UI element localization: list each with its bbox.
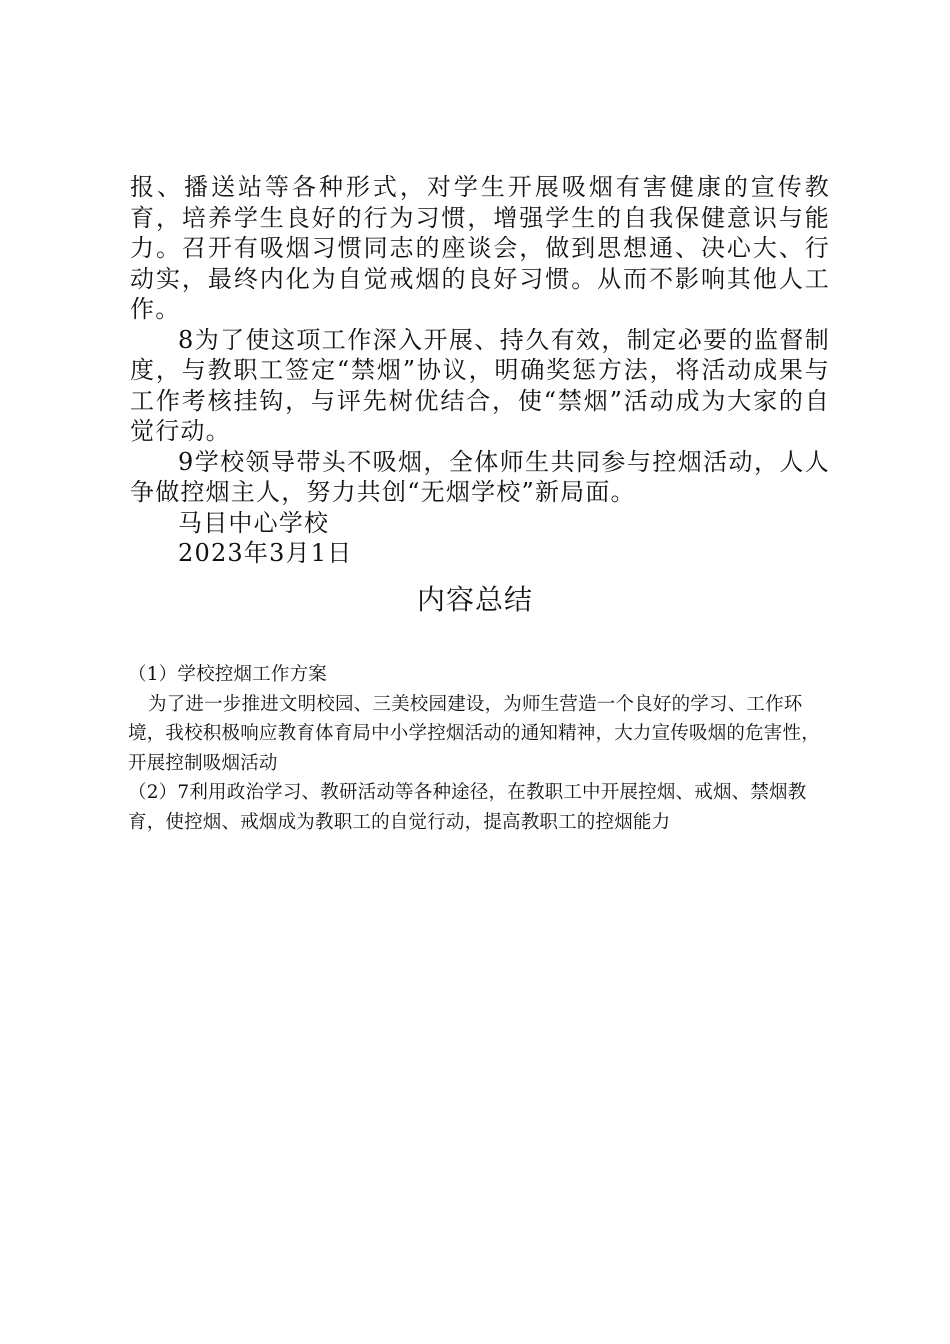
document-body (130, 172, 830, 569)
summary-item-2: （2）7利用政治学习、教研活动等各种途径，在教职工中开展控烟、戒烟、禁烟教育，使控烟、戒烟成为教职工的自觉行动，提高教职工的控烟能力 (128, 782, 807, 833)
summary-item-heading: （1）学校控烟工作方案 (128, 664, 327, 685)
summary-title: 内容总结 (416, 583, 533, 616)
summary-section (128, 660, 834, 837)
signature-date: 2023年3月1日 (178, 539, 353, 567)
paragraph-item-8: 8为了使这项工作深入开展、持久有效，制定必要的监督制度，与教职工签定“禁烟”协议，明确奖惩方法，将活动成果与工作考核挂钩，与评先树优结合，使“禁烟”活动成为大家的自觉行动。 (130, 325, 830, 445)
summary-item-text: 为了进一步推进文明校园、三美校园建设，为师生营造一个良好的学习、工作环境，我校积极响应教育体育局中小学控烟活动的通知精神，大力宣传吸烟的危害性，开展控制吸烟活动 (128, 693, 820, 774)
signature-organization: 马目中心学校 (178, 508, 330, 537)
paragraph-continuation: 报、播送站等各种形式，对学生开展吸烟有害健康的宣传教育，培养学生良好的行为习惯，增强学生的自我保健意识与能力。召开有吸烟习惯同志的座谈会，做到思想通、决心大、行动实，最终内化为自觉戒烟的良好习惯。从而不影响其他人工作。 (130, 173, 830, 323)
paragraph-item-9: 9学校领导带头不吸烟，全体师生共同参与控烟活动，人人争做控烟主人，努力共创“无烟学校”新局面。 (130, 447, 830, 506)
